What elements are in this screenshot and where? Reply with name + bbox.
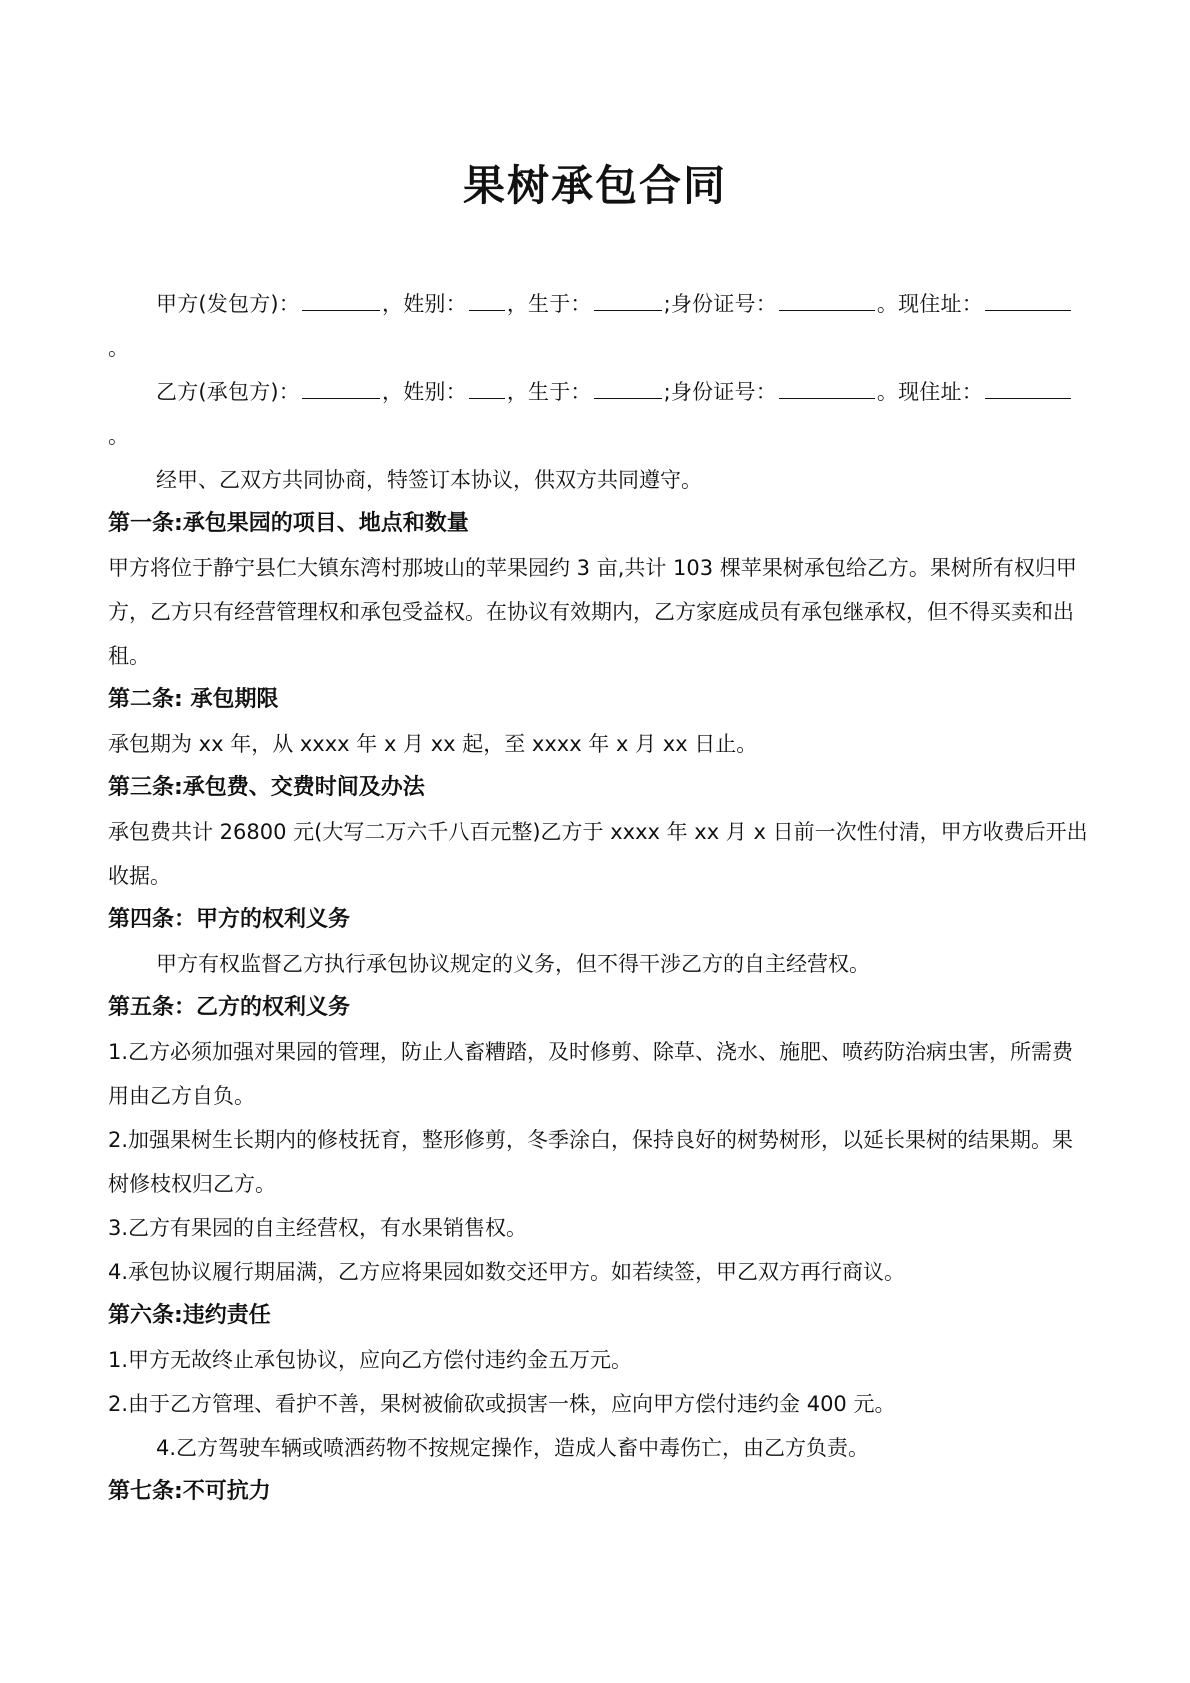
document-body: [108, 282, 1090, 1514]
article-5-item-2: 2.加强果树生长期内的修枝抚育，整形修剪，冬季涂白，保持良好的树势树形，以延长果树的结果期。果树修枝权归乙方。: [108, 1128, 1074, 1196]
article-5-heading: 第五条：乙方的权利义务: [108, 995, 351, 1020]
party-a-label: 甲方(发包方)：: [156, 292, 300, 316]
party-b-gender-label: ，姓别：: [382, 380, 467, 404]
article-5-item-3: 3.乙方有果园的自主经营权，有水果销售权。: [108, 1216, 528, 1240]
party-a-id-label: ;身份证号：: [663, 292, 777, 316]
party-a-gender-label: ，姓别：: [382, 292, 467, 316]
article-1-heading: 第一条:承包果园的项目、地点和数量: [108, 511, 469, 536]
party-a-birth-blank: [594, 290, 662, 311]
article-5-item-1: 1.乙方必须加强对果园的管理，防止人畜糟踏，及时修剪、除草、浇水、施肥、喷药防治病虫害，所需费用由乙方自负。: [108, 1040, 1074, 1108]
article-5-item-4: 4.承包协议履行期届满，乙方应将果园如数交还甲方。如若续签，甲乙双方再行商议。: [108, 1260, 906, 1284]
party-a-end: 。: [108, 336, 129, 360]
article-1-paragraph: 甲方将位于静宁县仁大镇东湾村那坡山的苹果园约 3 亩,共计 103 棵苹果树承包给乙方。果树所有权归甲方，乙方只有经营管理权和承包受益权。在协议有效期内，乙方家庭成员有承包继承权，但不得买卖和出租。: [108, 556, 1077, 668]
document-title: 果树承包合同: [462, 161, 727, 210]
party-b-line: [108, 370, 1090, 414]
party-a-id-blank: [779, 290, 875, 311]
intro-paragraph: 经甲、乙双方共同协商，特签订本协议，供双方共同遵守。: [156, 468, 702, 492]
article-4-paragraph: 甲方有权监督乙方执行承包协议规定的义务，但不得干涉乙方的自主经营权。: [156, 952, 870, 976]
party-b-birth-label: ，生于：: [506, 380, 592, 404]
article-7-heading: 第七条:不可抗力: [108, 1479, 271, 1504]
article-6-item-1: 1.甲方无故终止承包协议，应向乙方偿付违约金五万元。: [108, 1348, 633, 1372]
party-a-birth-label: ，生于：: [506, 292, 592, 316]
article-4-heading: 第四条：甲方的权利义务: [108, 907, 351, 932]
party-a-name-blank: [302, 290, 380, 311]
party-b-birth-blank: [594, 378, 662, 399]
party-b-label: 乙方(承包方)：: [156, 380, 300, 404]
party-a-gender-blank: [469, 290, 505, 311]
party-a-address-label: 。现住址：: [876, 292, 983, 316]
party-b-address-label: 。现住址：: [876, 380, 983, 404]
party-b-end: 。: [108, 424, 129, 448]
article-3-heading: 第三条:承包费、交费时间及办法: [108, 775, 425, 800]
party-b-id-label: ;身份证号：: [663, 380, 777, 404]
party-a-line: [108, 282, 1090, 326]
party-b-gender-blank: [469, 378, 505, 399]
article-3-paragraph: 承包费共计 26800 元(大写二万六千八百元整)乙方于 xxxx 年 xx 月 x 日前一次性付清，甲方收费后开出收据。: [108, 820, 1088, 888]
party-b-name-blank: [302, 378, 380, 399]
article-6-item-4: 4.乙方驾驶车辆或喷洒药物不按规定操作，造成人畜中毒伤亡，由乙方负责。: [156, 1436, 870, 1460]
article-2-heading: 第二条: 承包期限: [108, 687, 279, 712]
article-2-paragraph: 承包期为 xx 年，从 xxxx 年 x 月 xx 起，至 xxxx 年 x 月 xx 日止。: [108, 732, 758, 756]
party-b-address-blank: [985, 378, 1071, 399]
article-6-heading: 第六条:违约责任: [108, 1303, 271, 1328]
article-6-item-2: 2.由于乙方管理、看护不善，果树被偷砍或损害一株，应向甲方偿付违约金 400 元。: [108, 1392, 896, 1416]
party-a-address-blank: [985, 290, 1071, 311]
party-b-id-blank: [779, 378, 875, 399]
